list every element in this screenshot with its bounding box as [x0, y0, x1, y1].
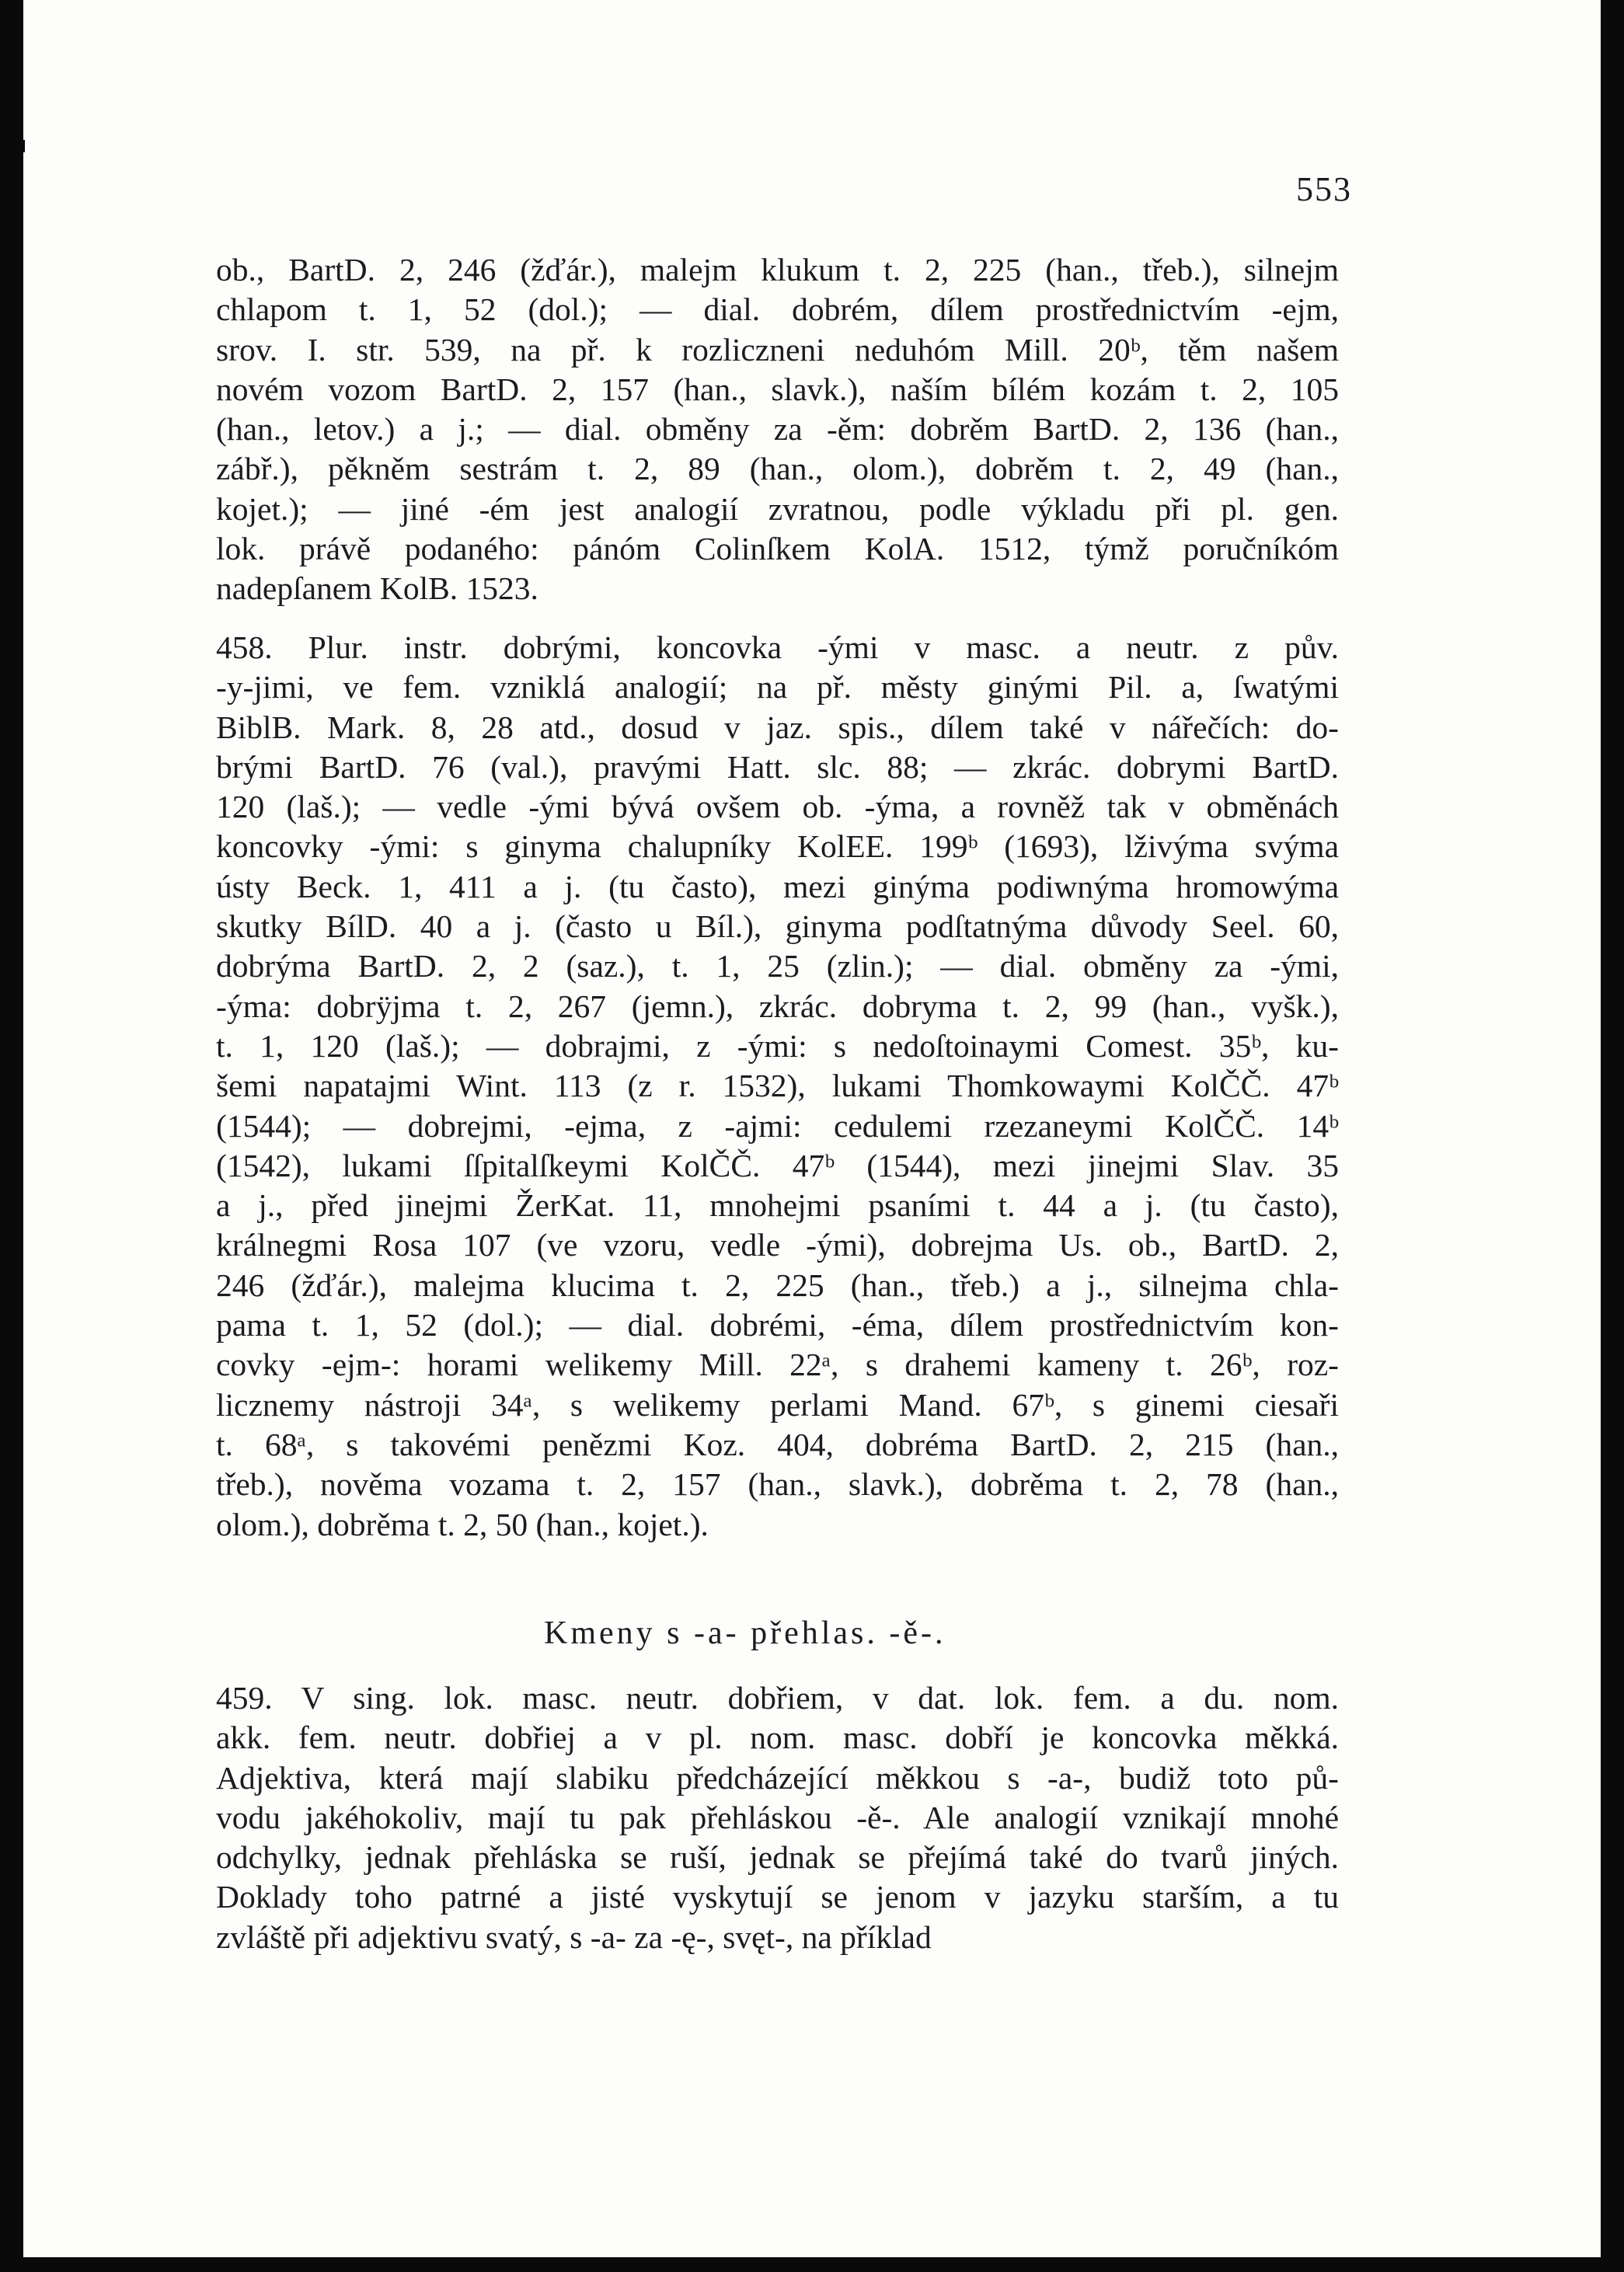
text-line: Doklady toho patrné a jisté vyskytují se jenom v jazyku starším, a tu [216, 1879, 1339, 1915]
text-line: kojet.); — jiné -ém jest analogií zvratnou, podle výkladu při pl. gen. [216, 490, 1339, 527]
text-line: (1542), lukami ſſpitalſkeymi KolČČ. 47ᵇ (1544), mezi jinejmi Slav. 35 [216, 1147, 1339, 1183]
text-line: vodu jakéhokoliv, mají tu pak přehláskou -ě-. Ale analogií vznikají mnohé [216, 1799, 1339, 1835]
text-line: (1544); — dobrejmi, -ejma, z -ajmi: cedulemi rzezaneymi KolČČ. 14ᵇ [216, 1107, 1339, 1144]
paragraph-continuation [216, 250, 1339, 609]
text-line: ob., BartD. 2, 246 (žďár.), malejm klukum t. 2, 225 (han., třeb.), silnejm [216, 252, 1339, 287]
text-line: šemi napatajmi Wint. 113 (z r. 1532), lukami Thomkowaymi KolČČ. 47ᵇ [216, 1068, 1339, 1104]
text-line: akk. fem. neutr. dobřiej a v pl. nom. masc. dobří je koncovka měkká. [216, 1720, 1339, 1756]
scan-edge-right [1601, 0, 1624, 2272]
text-line: licznemy nástroji 34ᵃ, s welikemy perlami Mand. 67ᵇ, s ginemi ciesaři [216, 1386, 1339, 1423]
text-line: BiblB. Mark. 8, 28 atd., dosud v jaz. spis., dílem také v nářečích: do- [216, 709, 1339, 745]
text-line: t. 68ᵃ, s takovémi penězmi Koz. 404, dobréma BartD. 2, 215 (han., [216, 1426, 1339, 1462]
text-line: novém vozom BartD. 2, 157 (han., slavk.), naším bílém kozám t. 2, 105 [216, 371, 1339, 407]
text-line: -y-jimi, ve fem. vzniklá analogií; na př. městy ginými Pil. a, ſwatými [216, 669, 1339, 706]
text-line: 246 (žďár.), malejma klucima t. 2, 225 (han., třeb.) a j., silnejma chla- [216, 1267, 1339, 1303]
text-line: Adjektiva, která mají slabiku předcházející měkkou s -a-, budiž toto pů- [216, 1759, 1339, 1796]
text-line: brými BartD. 76 (val.), pravými Hatt. slc. 88; — zkrác. dobrymi BartD. [216, 748, 1339, 785]
text-line: dobrýma BartD. 2, 2 (saz.), t. 1, 25 (zlin.); — dial. obměny za -ými, [216, 948, 1339, 984]
text-line: ústy Beck. 1, 411 a j. (tu často), mezi ginýma podiwnýma hromowýma [216, 868, 1339, 904]
section-heading: Kmeny s -a- přehlas. -ě-. [544, 1615, 946, 1651]
text-line: lok. právě podaného: pánóm Colinſkem KolA. 1512, týmž poručníkóm [216, 531, 1339, 567]
text-line: chlapom t. 1, 52 (dol.); — dial. dobrém, dílem prostřednictvím -ejm, [216, 291, 1339, 328]
text-line: 458. Plur. instr. dobrými, koncovka -ými v masc. a neutr. z pův. [216, 629, 1339, 665]
text-line: (han., letov.) a j.; — dial. obměny za -ěm: dobrěm BartD. 2, 136 (han., [216, 411, 1339, 448]
text-line: a j., před jinejmi ŽerKat. 11, mnohejmi psaními t. 44 a j. (tu často), [216, 1187, 1339, 1224]
page-number: 553 [1296, 170, 1352, 208]
text-line: zvláště při adjektivu svatý, s -a- za -ę-, svęt-, na příklad [216, 1918, 932, 1955]
text-line: 120 (laš.); — vedle -ými bývá ovšem ob. -ýma, a rovněž tak v obměnách [216, 789, 1339, 825]
text-line: srov. I. str. 539, na př. k rozliczneni neduhóm Mill. 20ᵇ, těm našem [216, 331, 1339, 368]
text-line: -ýma: dobrÿjma t. 2, 267 (jemn.), zkrác. dobryma t. 2, 99 (han., vyšk.), [216, 988, 1339, 1024]
text-line: skutky BílD. 40 a j. (často u Bíl.), ginyma podſtatnýma důvody Seel. 60, [216, 908, 1339, 945]
text-line: pama t. 1, 52 (dol.); — dial. dobrémi, -éma, dílem prostřednictvím kon- [216, 1307, 1339, 1343]
scan-edge-mark [14, 140, 25, 152]
text-line: t. 1, 120 (laš.); — dobrajmi, z -ými: s nedoſtoinaymi Comest. 35ᵇ, ku- [216, 1027, 1339, 1064]
text-line: covky -ejm-: horami welikemy Mill. 22ᵃ, s drahemi kameny t. 26ᵇ, roz- [216, 1347, 1339, 1383]
text-line: 459. V sing. lok. masc. neutr. dobřiem, v dat. lok. fem. a du. nom. [216, 1680, 1339, 1716]
text-line: nadepſanem KolB. 1523. [216, 570, 538, 607]
text-line: olom.), dobrěma t. 2, 50 (han., kojet.). [216, 1506, 709, 1542]
text-line: odchylky, jednak přehláska se ruší, jednak se přejímá také do tvarů jiných. [216, 1839, 1339, 1876]
text-line: třeb.), nověma vozama t. 2, 157 (han., slavk.), dobrěma t. 2, 78 (han., [216, 1466, 1339, 1503]
text-line: králnegmi Rosa 107 (ve vzoru, vedle -ými), dobrejma Us. ob., BartD. 2, [216, 1227, 1339, 1263]
text-line: zábř.), pěkněm sestrám t. 2, 89 (han., olom.), dobrěm t. 2, 49 (han., [216, 451, 1339, 487]
paragraph-458 [216, 628, 1339, 1545]
scan-edge-left [0, 0, 23, 2272]
paragraph-459 [216, 1678, 1339, 1957]
text-line: koncovky -ými: s ginyma chalupníky KolEE. 199ᵇ (1693), lživýma svýma [216, 828, 1339, 865]
scan-edge-bottom [0, 2257, 1624, 2272]
